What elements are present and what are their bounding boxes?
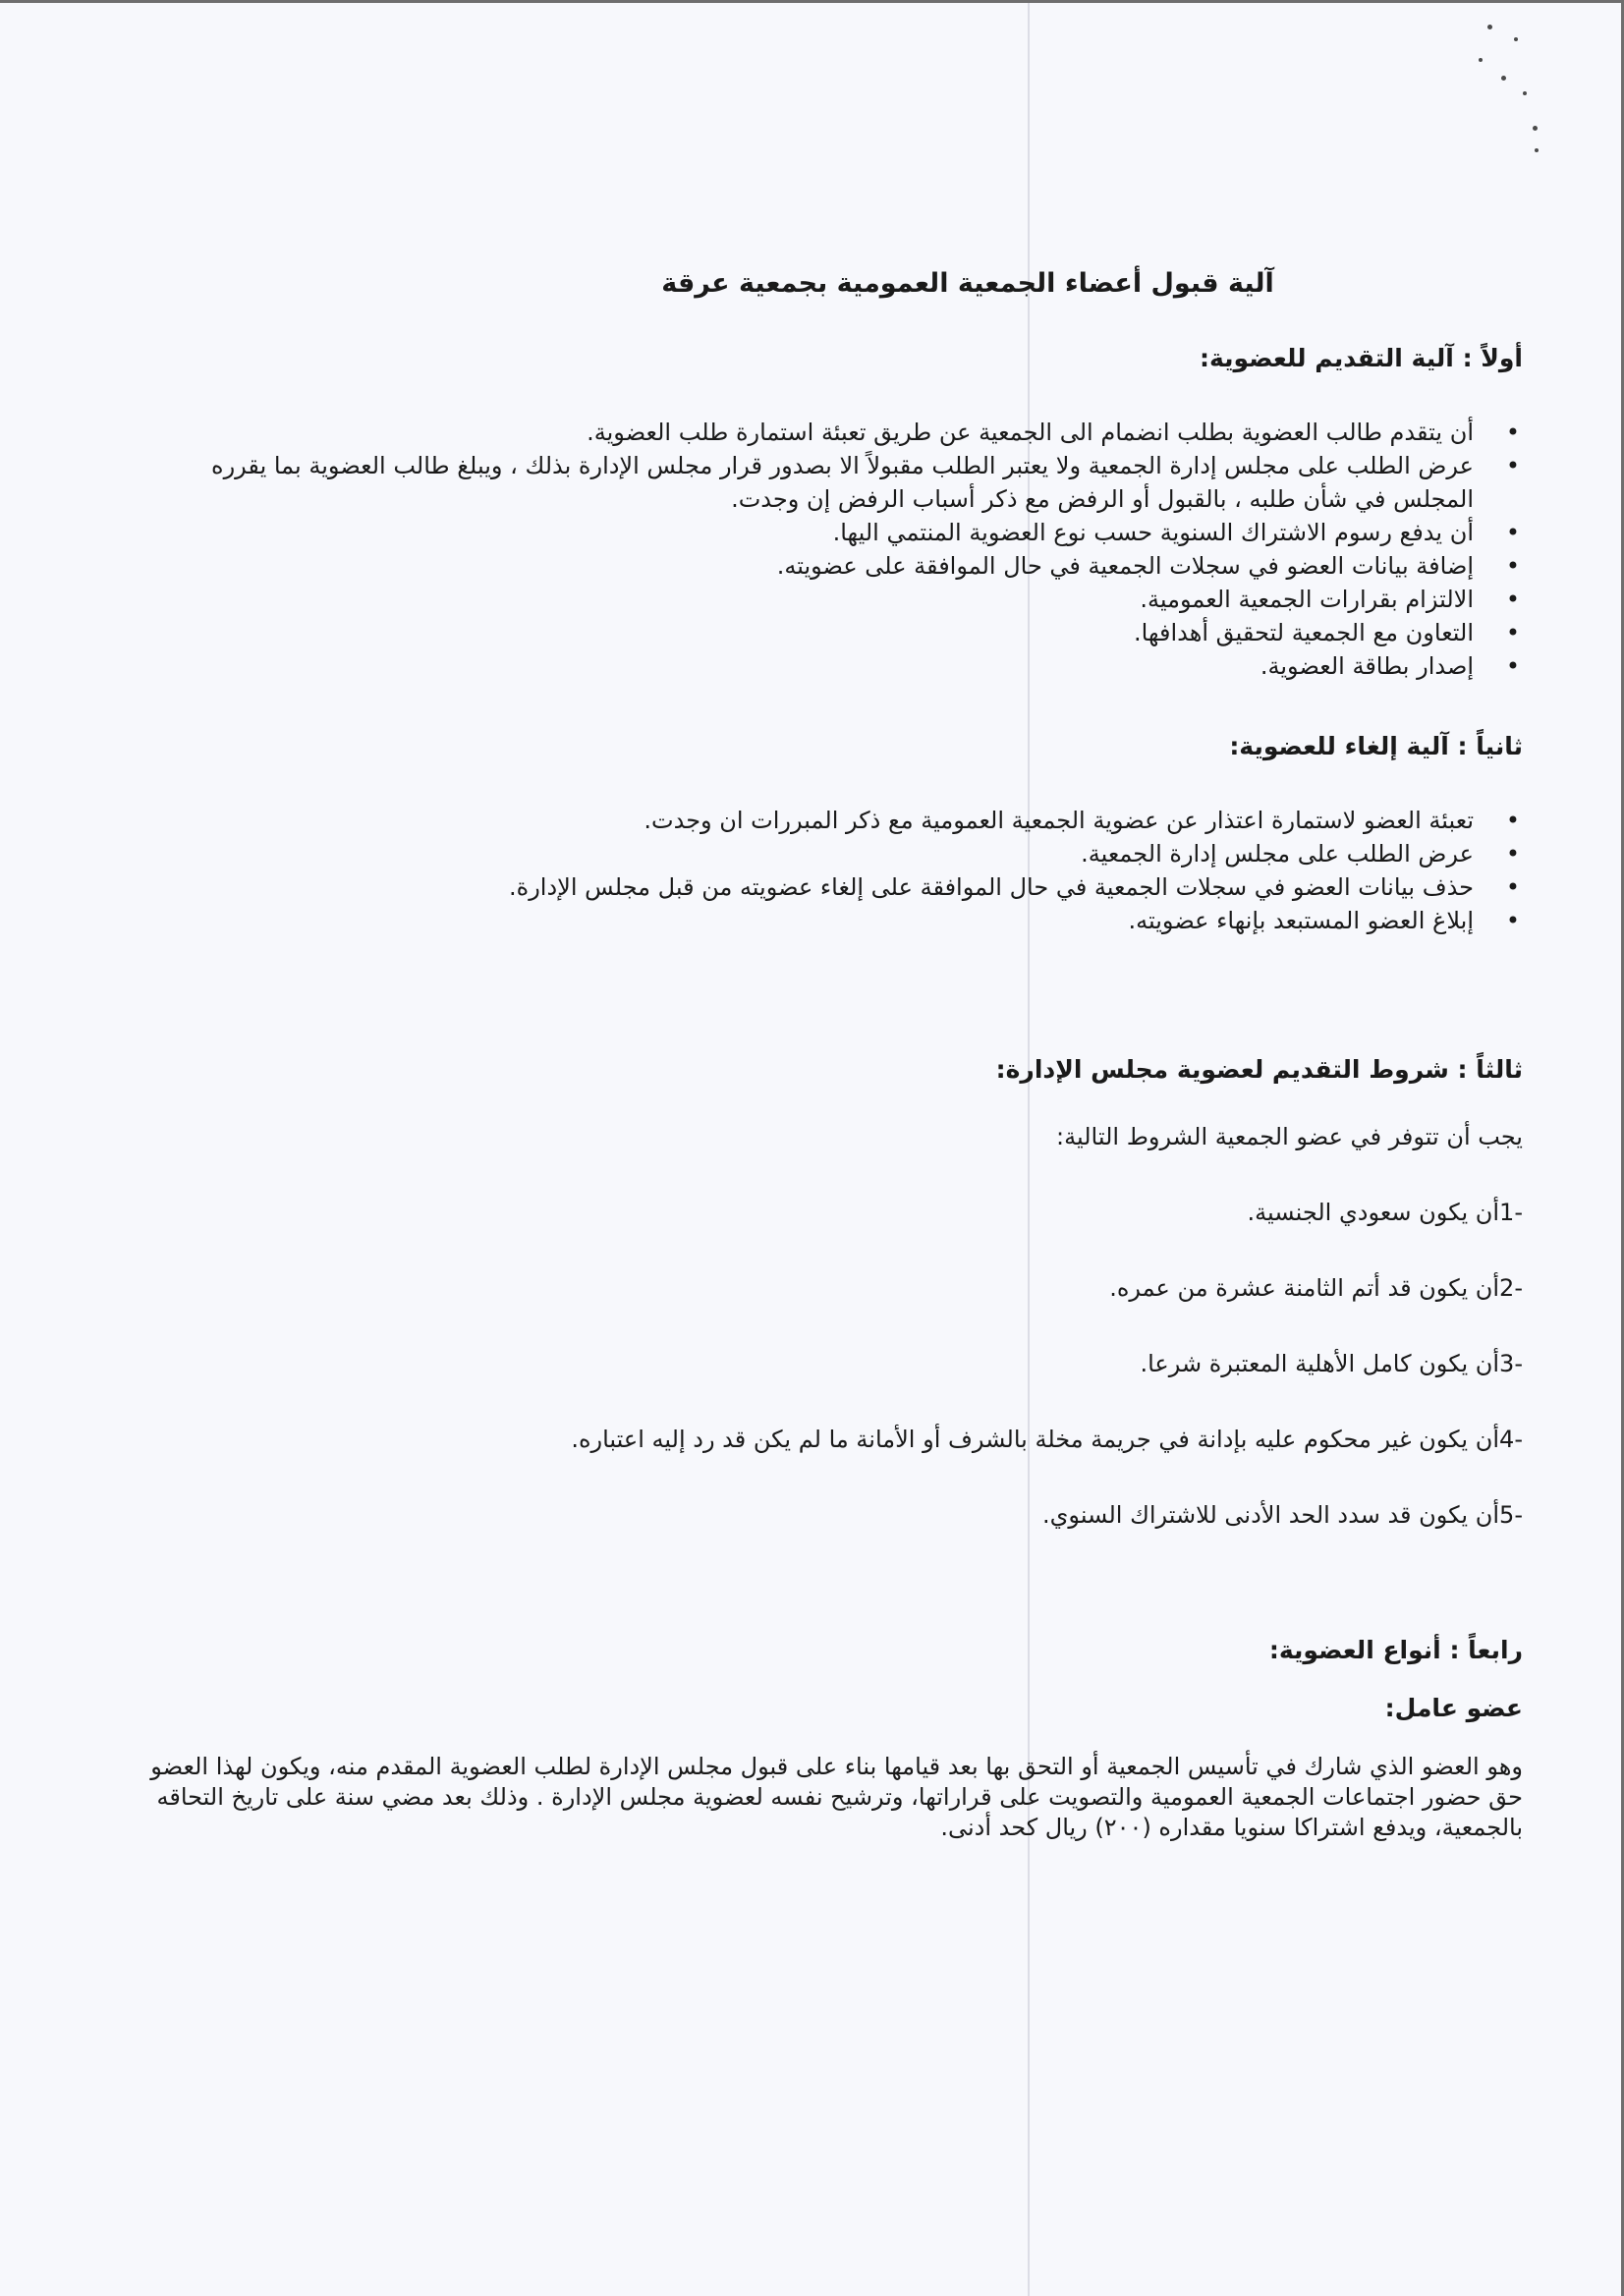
list-item: • إصدار بطاقة العضوية. bbox=[138, 649, 1474, 683]
section-heading-application: أولاً : آلية التقديم للعضوية: bbox=[1199, 344, 1523, 372]
section-heading-board-conditions: ثالثاً : شروط التقديم لعضوية مجلس الإدارة: bbox=[995, 1055, 1523, 1084]
list-item: • إضافة بيانات العضو في سجلات الجمعية في حال الموافقة على عضويته. bbox=[138, 549, 1474, 583]
condition-item: -4أن يكون غير محكوم عليه بإدانة في جريمة مخلة بالشرف أو الأمانة ما لم يكن قد رد إليه اعتباره. bbox=[571, 1426, 1523, 1453]
document-title: آلية قبول أعضاء الجمعية العمومية بجمعية عرقة bbox=[661, 268, 1274, 299]
condition-item: -1أن يكون سعودي الجنسية. bbox=[1247, 1199, 1523, 1226]
scan-speck bbox=[1523, 91, 1527, 95]
document-content bbox=[138, 268, 1523, 1843]
list-item: • أن يتقدم طالب العضوية بطلب انضمام الى الجمعية عن طريق تعبئة استمارة طلب العضوية. bbox=[138, 416, 1474, 449]
scan-speck bbox=[1533, 126, 1538, 131]
section-heading-membership-types: رابعاً : أنواع العضوية: bbox=[1268, 1636, 1523, 1664]
condition-item: -2أن يكون قد أتم الثامنة عشرة من عمره. bbox=[1109, 1274, 1523, 1302]
scan-speck bbox=[1487, 25, 1492, 29]
section-heading-cancellation: ثانياً : آلية إلغاء للعضوية: bbox=[1229, 732, 1523, 760]
list-item: • عرض الطلب على مجلس إدارة الجمعية ولا يعتبر الطلب مقبولاً الا بصدور قرار مجلس الإدارة بذلك ، ويبلغ طالب العضوية بما يقرره المجلس في شأن طلبه ، بالقبول أو الرفض مع ذكر أسباب الرفض إن وجدت. bbox=[138, 449, 1474, 516]
list-item: • تعبئة العضو لاستمارة اعتذار عن عضوية الجمعية العمومية مع ذكر المبررات ان وجدت. bbox=[138, 804, 1474, 837]
condition-item: -5أن يكون قد سدد الحد الأدنى للاشتراك السنوي. bbox=[1042, 1501, 1523, 1529]
membership-type-heading: عضو عامل: bbox=[1384, 1694, 1523, 1722]
scan-speck bbox=[1479, 58, 1483, 62]
list-item: • الالتزام بقرارات الجمعية العمومية. bbox=[138, 583, 1474, 616]
list-item: • إبلاغ العضو المستبعد بإنهاء عضويته. bbox=[138, 904, 1474, 937]
scan-speck bbox=[1501, 76, 1506, 81]
list-item: • حذف بيانات العضو في سجلات الجمعية في حال الموافقة على إلغاء عضويته من قبل مجلس الإدارة. bbox=[138, 870, 1474, 904]
condition-item: -3أن يكون كامل الأهلية المعتبرة شرعا. bbox=[1140, 1350, 1523, 1377]
scan-speck bbox=[1514, 37, 1518, 41]
list-item: • عرض الطلب على مجلس إدارة الجمعية. bbox=[138, 837, 1474, 870]
scan-speck bbox=[1535, 148, 1539, 152]
conditions-intro: يجب أن تتوفر في عضو الجمعية الشروط التالية: bbox=[1056, 1123, 1523, 1150]
list-item: • أن يدفع رسوم الاشتراك السنوية حسب نوع العضوية المنتمي اليها. bbox=[138, 516, 1474, 549]
cancellation-steps-list bbox=[138, 804, 1523, 937]
application-steps-list bbox=[138, 416, 1523, 683]
membership-type-description: وهو العضو الذي شارك في تأسيس الجمعية أو التحق بها بعد قيامها بناء على قبول مجلس الإدارة لطلب العضوية المقدم منه، ويكون لهذا العضو حق حضور اجتماعات الجمعية العمومية والتصويت على قراراتها، وترشيح نفسه لعضوية مجلس الإدارة . وذلك بعد مضي سنة على تاريخ التحاقه بالجمعية، ويدفع اشتراكا سنويا مقداره (٢٠٠) ريال كحد أدنى. bbox=[150, 1753, 1523, 1841]
list-item: • التعاون مع الجمعية لتحقيق أهدافها. bbox=[138, 616, 1474, 649]
